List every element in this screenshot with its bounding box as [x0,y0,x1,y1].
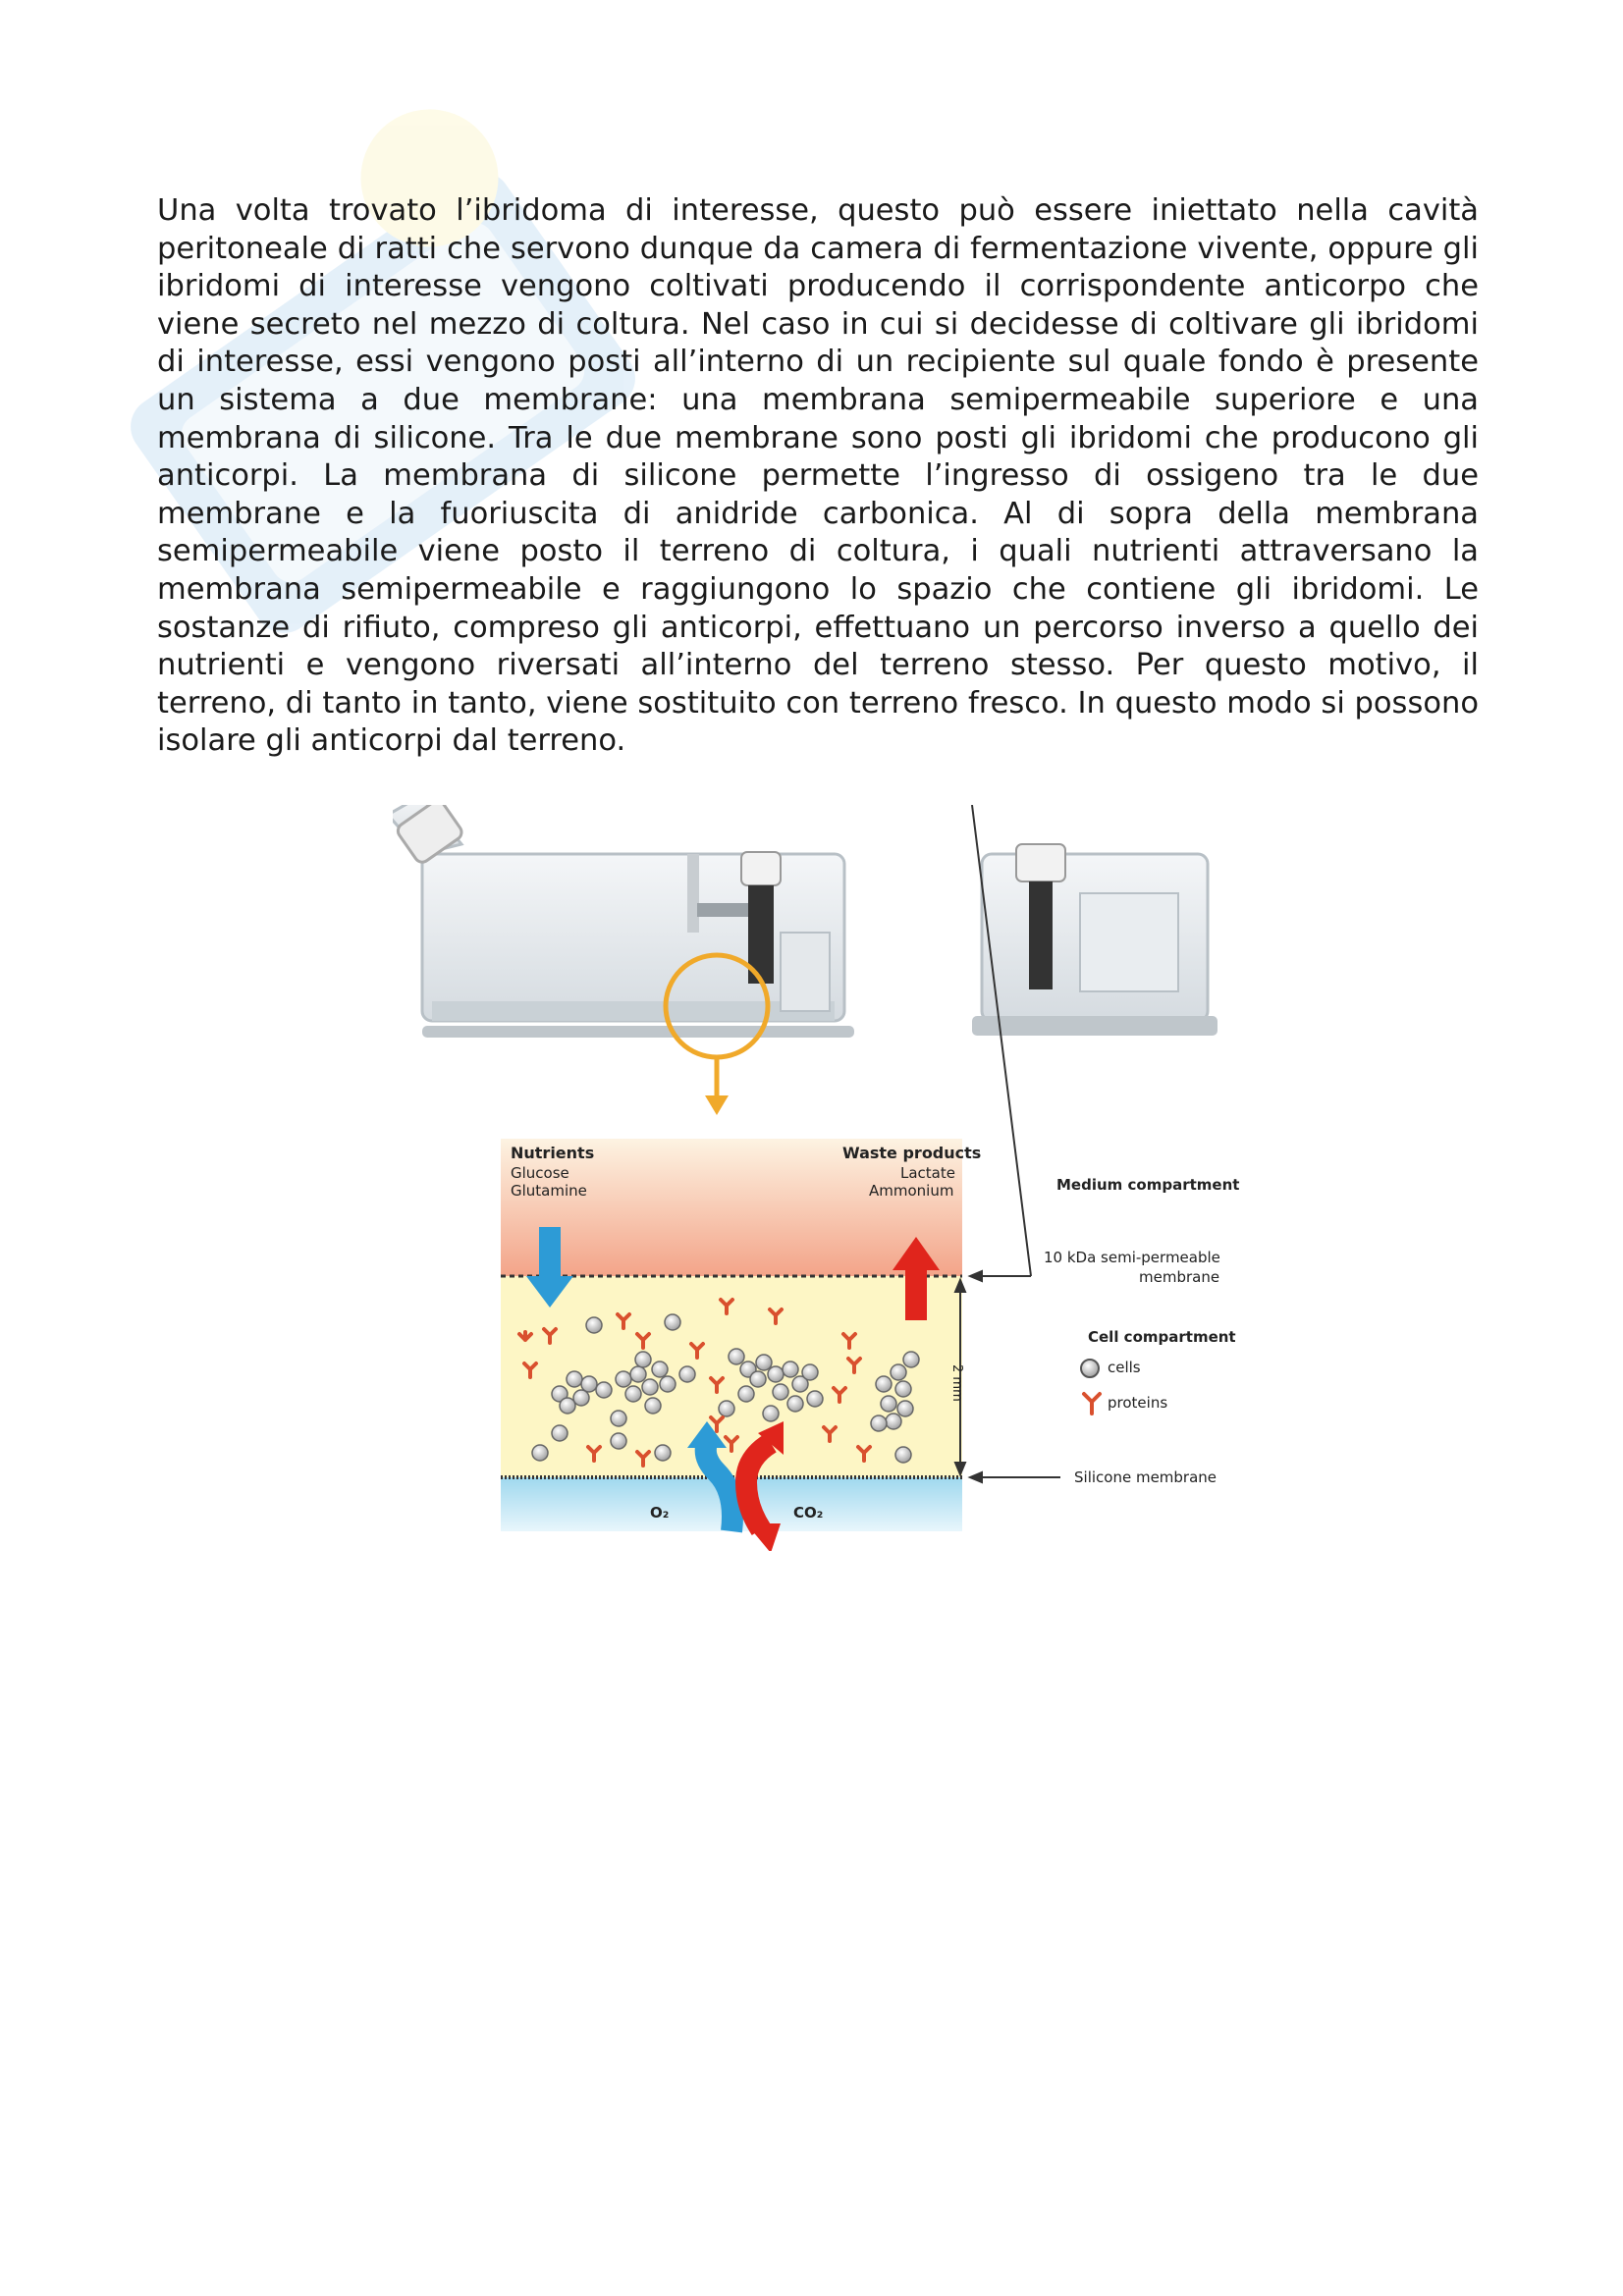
ammonium-label: Ammonium [869,1182,954,1200]
hybridoma-culture-figure [393,805,1240,1551]
proteins-legend-label: proteins [1108,1394,1168,1412]
cell-compartment-label: Cell compartment [1088,1328,1236,1346]
flask-side-view [393,805,854,1038]
glutamine-label: Glutamine [511,1182,587,1200]
o2-label: O₂ [650,1504,670,1522]
legend-protein-icon [1084,1394,1100,1414]
cells-legend-label: cells [1108,1359,1141,1376]
flask-front-view [972,844,1217,1036]
semi-permeable-membrane-label-2: membrane [1139,1268,1220,1286]
silicone-membrane-label: Silicone membrane [1074,1468,1217,1486]
medium-compartment-label: Medium compartment [1056,1176,1240,1194]
legend-cell-icon [1081,1360,1099,1377]
body-paragraph: Una volta trovato l’ibridoma di interesse, questo può essere iniettato nella cavità peritoneale di ratti che servono dunque da camera di fermentazione vivente, oppure gli ibridomi di interesse vengono coltivati producendo il corrispondente anticorpo che viene secreto nel mezzo di coltura. Nel caso in cui si decidesse di coltivare gli ibridomi di interesse, essi vengono posti all’interno di un recipiente sul quale fondo è presente un sistema a due membrane: una membrana semipermeabile superiore e una membrana di silicone. Tra le due membrane sono posti gli ibridomi che producono gli anticorpi. La membrana di silicone permette l’ingresso di ossigeno tra le due membrane e la fuoriuscita di anidride carbonica. Al di sopra della membrana semipermeabile viene posto il terreno di coltura, i quali nutrienti attraversano la membrana semipermeabile e raggiungono lo spazio che contiene gli ibridomi. Le sostanze di rifiuto, compreso gli anticorpi, effettuano un percorso inverso a quello dei nutrienti e vengono riversati all’interno del terreno stesso. Per questo motivo, il terreno, di tanto in tanto, viene sostituito con terreno fresco. In questo modo si possono isolare gli anticorpi dal terreno. [157,193,1479,759]
lactate-label: Lactate [900,1164,955,1182]
glucose-label: Glucose [511,1164,569,1182]
nutrients-label: Nutrients [511,1144,595,1162]
waste-products-label: Waste products [842,1144,982,1162]
semi-permeable-membrane-label: 10 kDa semi-permeable [1044,1249,1220,1266]
compartment-height-label: 2 mm [949,1364,964,1402]
co2-label: CO₂ [793,1504,824,1522]
